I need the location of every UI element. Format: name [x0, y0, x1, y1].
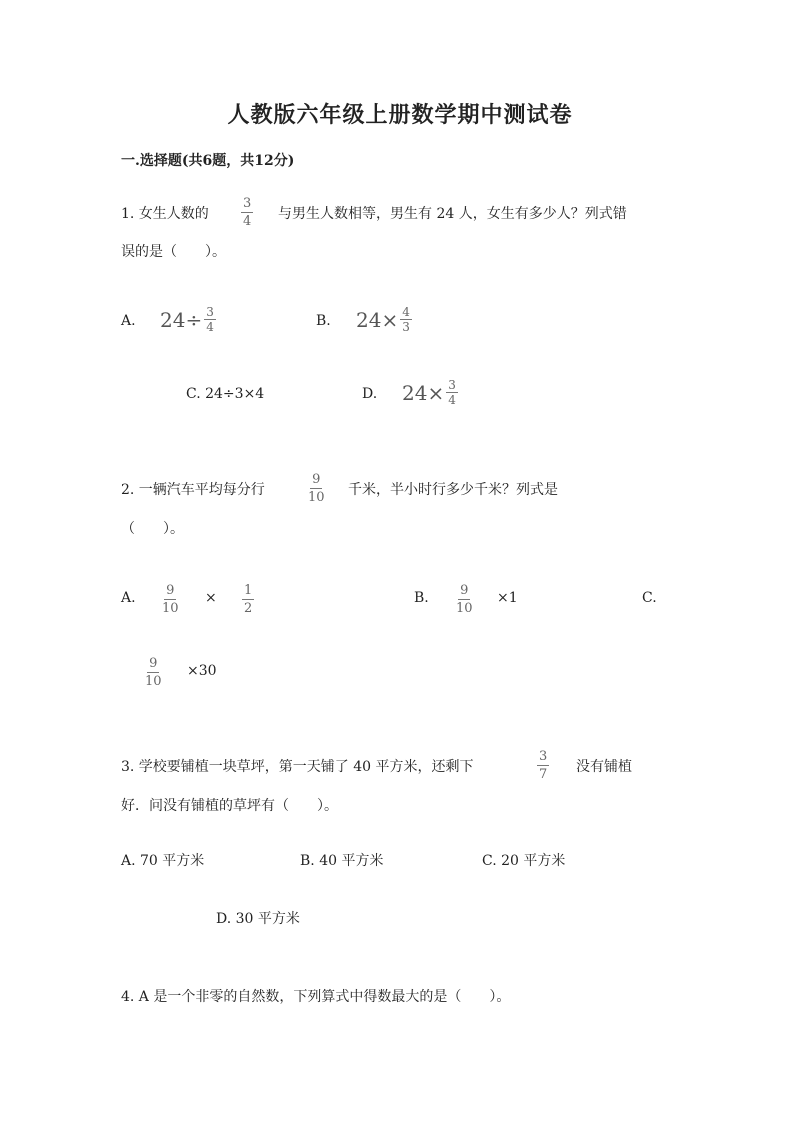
- q1-option-b-lead: 24×: [356, 307, 399, 332]
- q2-option-a-denominator1: 10: [162, 601, 179, 616]
- q1-fraction: [241, 197, 253, 228]
- q3-option-c: C. 20 平方米: [482, 853, 566, 869]
- q2-option-c-numerator: 9: [149, 656, 158, 671]
- q2-option-b-numerator: 9: [460, 583, 469, 598]
- q2-fraction-denominator: 10: [308, 490, 325, 505]
- q2-option-c-label: C.: [642, 590, 657, 606]
- q1-option-a-label: A.: [121, 313, 136, 329]
- q1-option-b-denominator: 3: [402, 320, 410, 334]
- q2-option-a-fraction2: [242, 584, 254, 615]
- q2-fraction: [306, 473, 327, 504]
- q3-text-part2: 没有铺植: [576, 759, 632, 775]
- q2-option-a-operator: ×: [205, 590, 217, 606]
- q2-option-c-tail: ×30: [187, 663, 217, 679]
- q1-option-a-lead: 24÷: [160, 307, 203, 332]
- q3-fraction-denominator: 7: [539, 767, 548, 782]
- q1-option-b-fraction: [400, 306, 412, 333]
- q2-option-b-fraction: [454, 584, 475, 615]
- q1-option-a-numerator: 3: [206, 305, 214, 319]
- q1-text-part2: 与男生人数相等，男生有 24 人，女生有多少人？列式错: [278, 206, 627, 222]
- q1-option-d-fraction: [446, 379, 458, 406]
- q1-option-d-lead: 24×: [402, 380, 445, 405]
- q1-option-a-denominator: 4: [206, 320, 214, 334]
- q2-option-a-numerator1: 9: [166, 583, 175, 598]
- q1-option-b-label: B.: [316, 313, 331, 329]
- q1-option-b-numerator: 4: [402, 305, 410, 319]
- q1-fraction-denominator: 4: [243, 214, 252, 229]
- section-heading: 一.选择题(共6题，共12分): [121, 153, 295, 169]
- q3-option-a: A. 70 平方米: [121, 853, 205, 869]
- q2-text-part3: （ ）。: [121, 521, 184, 537]
- q2-option-a-label: A.: [121, 590, 136, 606]
- q2-text-part2: 千米，半小时行多少千米？列式是: [348, 482, 558, 498]
- q1-option-a-fraction: [204, 306, 216, 333]
- q2-text-part1: 2. 一辆汽车平均每分行: [121, 482, 265, 498]
- q1-option-b-expression: [356, 306, 412, 333]
- q2-option-c-fraction: [143, 657, 164, 688]
- q3-option-d: D. 30 平方米: [216, 911, 300, 927]
- q2-option-b-tail: ×1: [497, 590, 518, 606]
- q3-fraction: [537, 750, 549, 781]
- q1-fraction-numerator: 3: [243, 196, 252, 211]
- q2-option-a-numerator2: 1: [244, 583, 253, 598]
- q1-option-a-expression: [160, 306, 216, 333]
- q2-option-c-denominator: 10: [145, 674, 162, 689]
- q3-fraction-numerator: 3: [539, 749, 548, 764]
- q4-text: 4. A 是一个非零的自然数，下列算式中得数最大的是（ ）。: [121, 989, 511, 1005]
- q3-text-part3: 好．问没有铺植的草坪有（ ）。: [121, 798, 338, 814]
- q2-option-b-denominator: 10: [456, 601, 473, 616]
- q2-fraction-numerator: 9: [312, 472, 321, 487]
- q1-option-d-label: D.: [362, 386, 378, 402]
- q2-option-b-label: B.: [414, 590, 429, 606]
- q2-option-a-fraction1: [160, 584, 181, 615]
- q1-text-part3: 误的是（ ）。: [121, 244, 226, 260]
- q3-option-b: B. 40 平方米: [300, 853, 384, 869]
- q2-option-a-denominator2: 2: [244, 601, 253, 616]
- q1-option-c: C. 24÷3×4: [186, 386, 265, 402]
- q1-text-part1: 1. 女生人数的: [121, 206, 209, 222]
- q1-option-d-denominator: 4: [448, 393, 456, 407]
- q1-option-d-expression: [402, 379, 458, 406]
- q3-text-part1: 3. 学校要铺植一块草坪，第一天铺了 40 平方米，还剩下: [121, 759, 474, 775]
- page-title: 人教版六年级上册数学期中测试卷: [227, 102, 573, 128]
- q1-option-d-numerator: 3: [448, 378, 456, 392]
